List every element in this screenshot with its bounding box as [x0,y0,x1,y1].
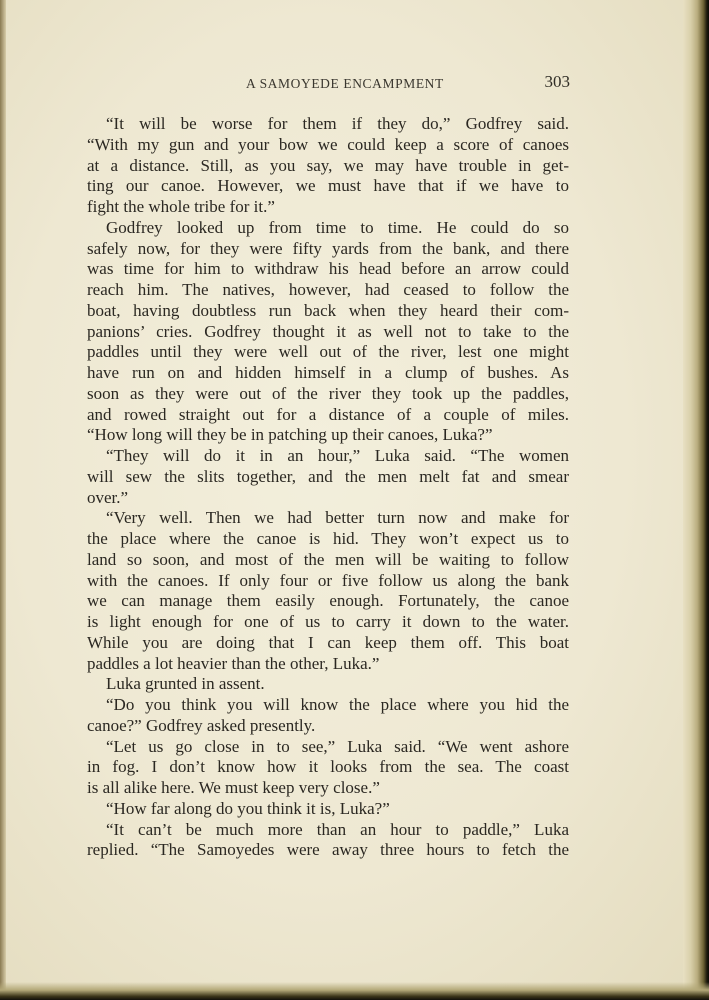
text-line: have run on and hidden himself in a clump of bushes. As [87,363,569,382]
page-gutter-shadow [0,0,6,1000]
text-line: paddles a lot heavier than the other, Luka.” [87,653,380,673]
body-text [87,114,569,861]
text-line: ting our canoe. However, we must have that if we have to [87,176,569,196]
text-line: “It will be worse for them if they do,” Godfrey said. [106,114,569,133]
text-line: and rowed straight out for a distance of a couple of miles. [87,404,569,424]
text-line: “How long will they be in patching up their canoes, Luka?” [87,425,493,445]
text-line: reach him. The natives, however, had ceased to follow the [87,280,569,299]
text-line: the place where the canoe is hid. They won’t expect us to [87,529,569,548]
running-head [100,70,570,96]
text-line: is all alike here. We must keep very close.” [87,778,380,797]
book-edge-right [683,0,709,1000]
text-line: “Do you think you will know the place where you hid the [106,695,569,714]
text-line: “With my gun and your bow we could keep a score of canoes [87,134,569,154]
text-line: “Very well. Then we had better turn now and make for [106,508,569,528]
text-line: over.” [87,487,129,507]
text-line: panions’ cries. Godfrey thought it as well not to take to the [87,321,569,341]
text-line: soon as they were out of the river they took up the paddles, [87,383,569,403]
text-line: we can manage them easily enough. Fortunately, the canoe [87,591,569,611]
text-line: canoe?” Godfrey asked presently. [87,715,316,735]
text-line: will sew the slits together, and the men melt fat and smear [87,466,569,486]
text-line: fight the whole tribe for it.” [87,197,275,216]
text-line: at a distance. Still, as you say, we may have trouble in get- [87,155,569,175]
text-line: replied. “The Samoyedes were away three hours to fetch the [87,840,569,860]
text-line: land so soon, and most of the men will be waiting to follow [87,549,569,569]
text-line: Godfrey looked up from time to time. He could do so [106,217,569,237]
text-line: safely now, for they were fifty yards from the bank, and there [87,238,569,258]
text-line: “How far along do you think it is, Luka?” [106,798,390,818]
running-title: A SAMOYEDE ENCAMPMENT [246,76,444,91]
text-line: “It can’t be much more than an hour to paddle,” Luka [106,819,569,839]
book-edge-bottom [0,982,709,1000]
text-line: While you are doing that I can keep them off. This boat [87,632,569,652]
text-line: Luka grunted in assent. [106,674,265,694]
text-line: is light enough for one of us to carry it down to the water. [87,612,569,631]
page-number: 303 [544,72,570,91]
text-line: boat, having doubtless run back when they heard their com- [87,300,569,320]
text-line: in fog. I don’t know how it looks from the sea. The coast [87,757,569,777]
text-line: “Let us go close in to see,” Luka said. “We went ashore [106,736,569,756]
text-line: was time for him to withdraw his head before an arrow could [87,259,569,279]
text-line: with the canoes. If only four or five follow us along the bank [87,570,569,590]
text-line: “They will do it in an hour,” Luka said. “The women [106,446,569,465]
text-line: paddles until they were well out of the river, lest one might [87,342,569,362]
